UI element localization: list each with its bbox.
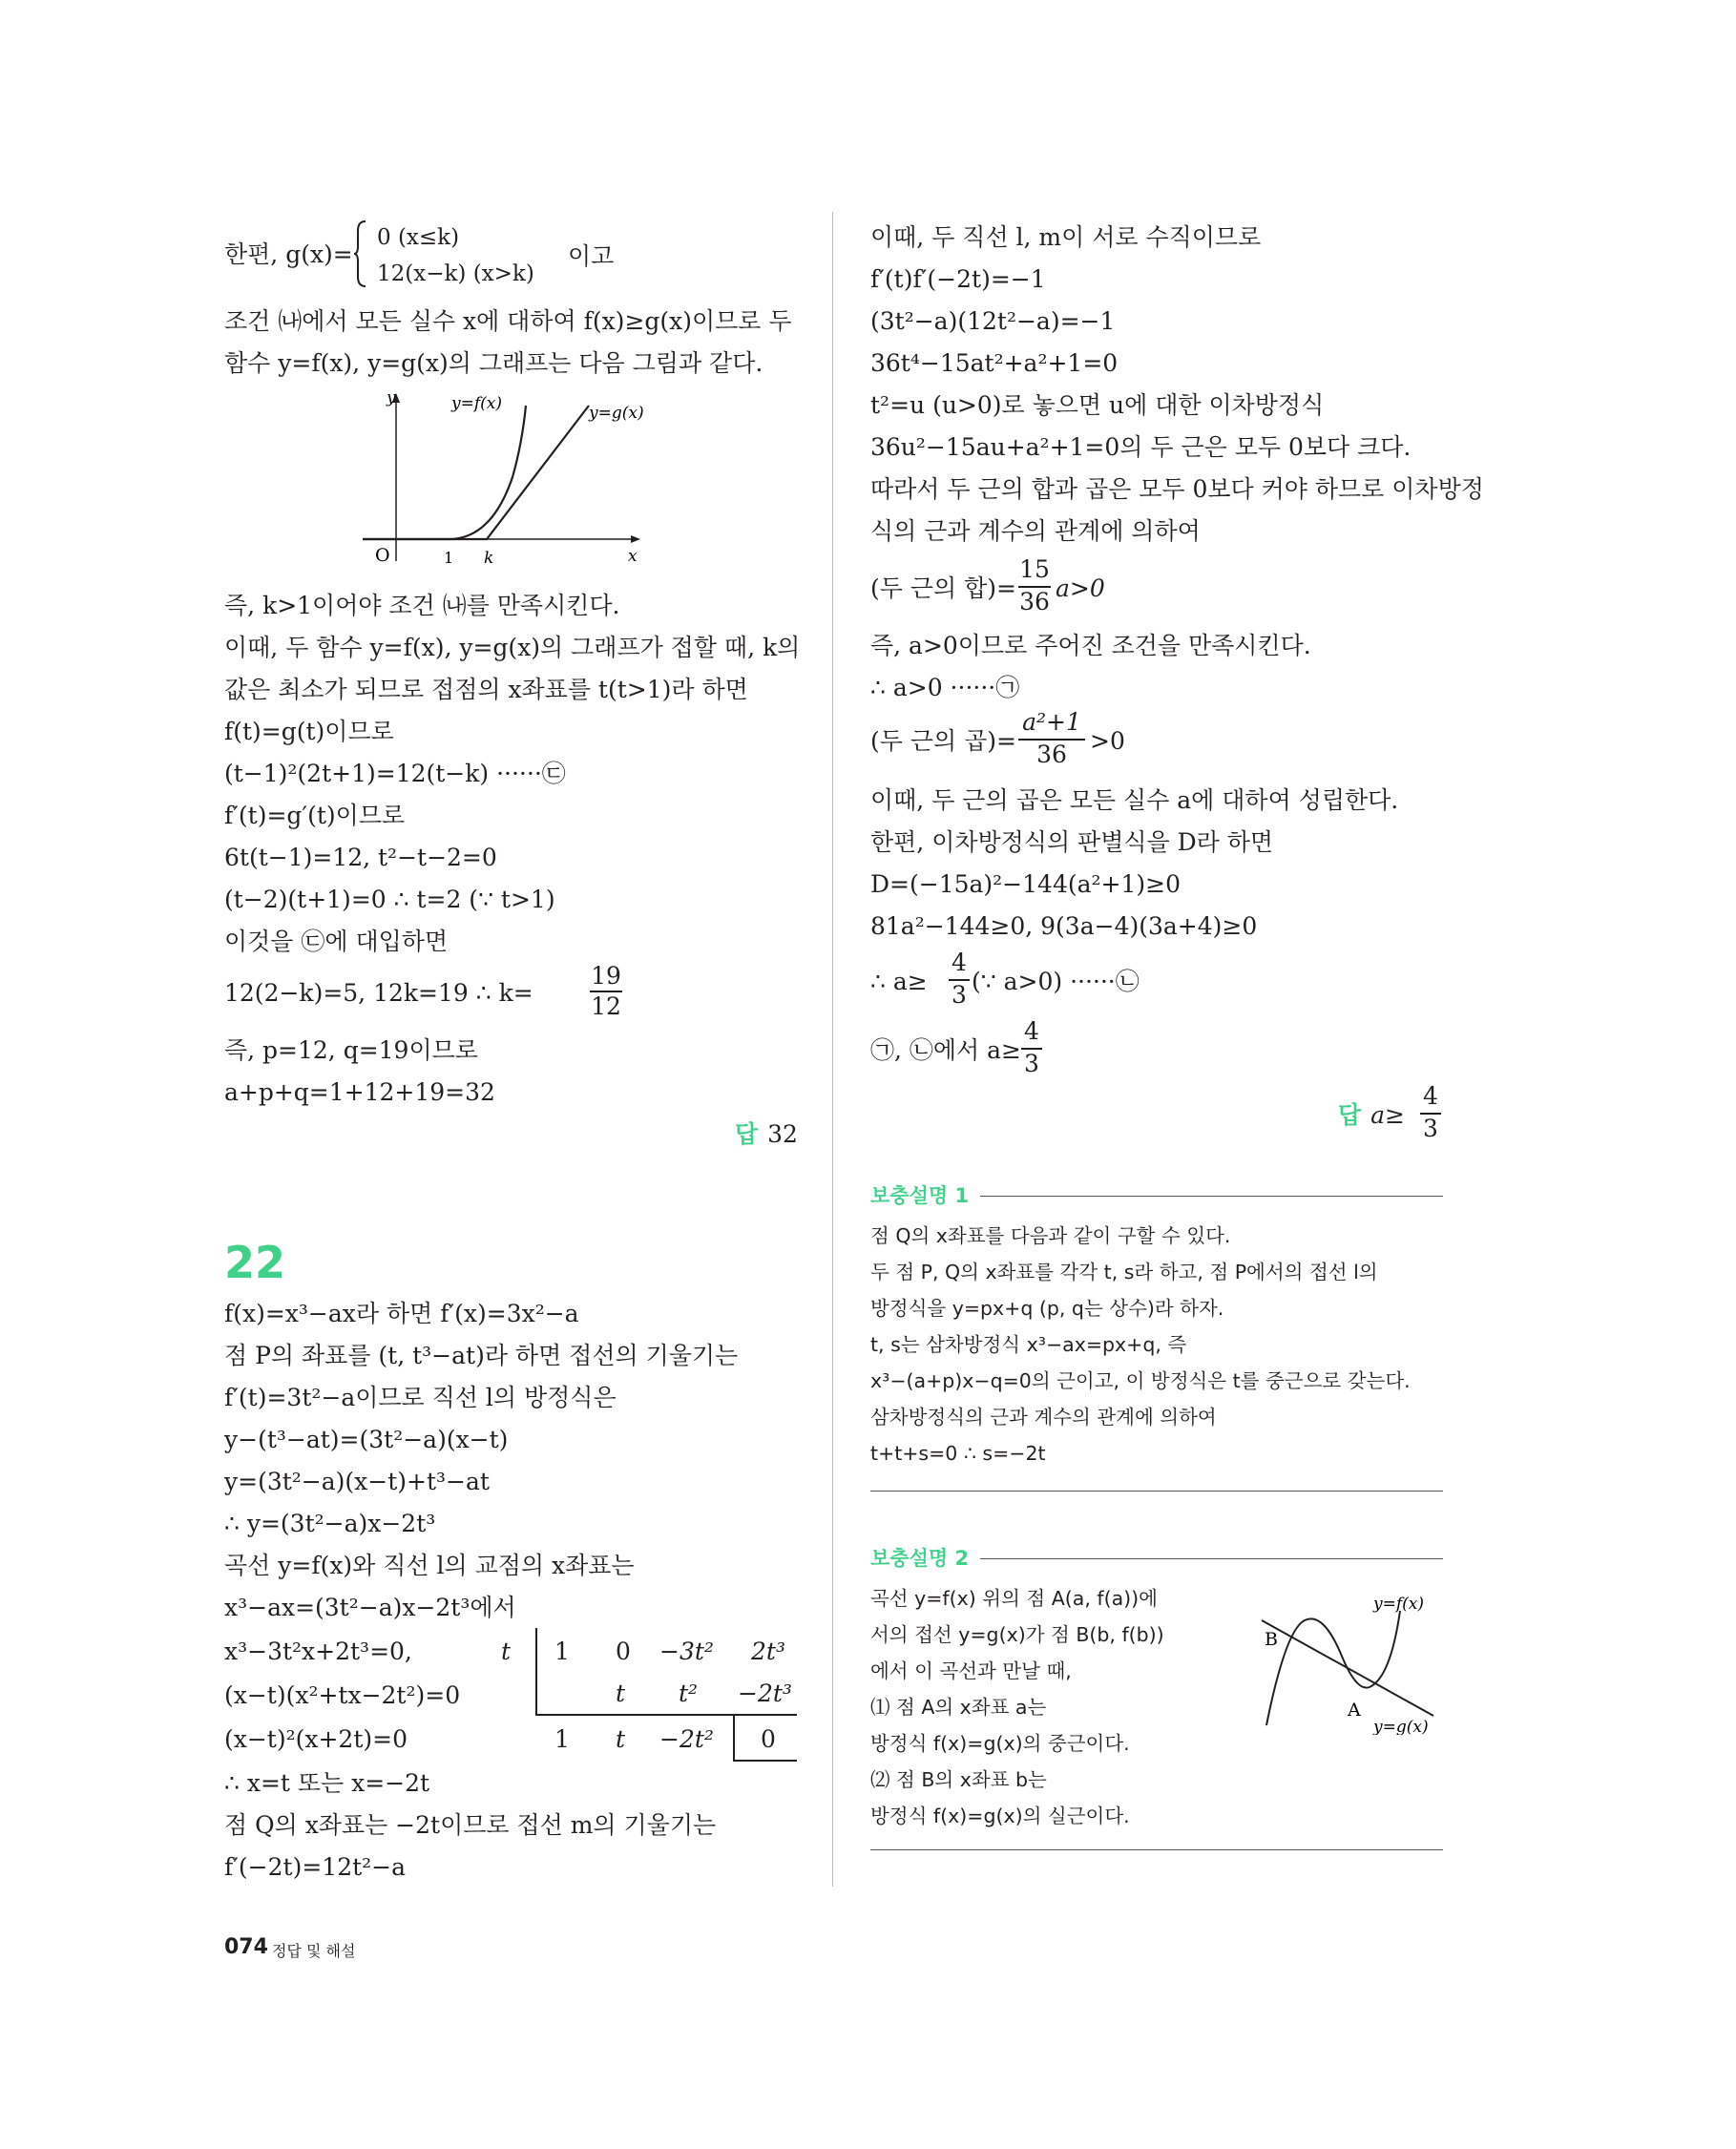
supplement-1-header bbox=[870, 1181, 1443, 1210]
combine-prefix: ㉠, ㉡에서 a≥ bbox=[870, 1036, 1021, 1064]
k-value-text: 12(2−k)=5, 12k=19 ∴ k= bbox=[224, 979, 533, 1007]
supplement-2-title: 보충설명 2 bbox=[870, 1544, 980, 1573]
text-line: f′(t)f′(−2t)=−1 bbox=[870, 265, 1046, 293]
text-line: 조건 ㈏에서 모든 실수 x에 대하여 f(x)≥g(x)이므로 두 bbox=[224, 307, 792, 335]
text-line: y=(3t²−a)(x−t)+t³−at bbox=[224, 1468, 490, 1495]
synth-horizontal-rule bbox=[535, 1714, 797, 1716]
answer-den: 3 bbox=[1423, 1115, 1438, 1142]
text-line: f′(−2t)=12t²−a bbox=[224, 1853, 407, 1881]
supplement-1-title: 보충설명 1 bbox=[870, 1181, 980, 1210]
x-axis-label: x bbox=[628, 547, 638, 566]
synth-cell: 1 bbox=[554, 1638, 570, 1665]
text-line: 이때, 두 함수 y=f(x), y=g(x)의 그래프가 접할 때, k의 bbox=[224, 634, 801, 661]
text-line: ∴ a>0 ······㉠ bbox=[870, 674, 1020, 701]
y-axis-label: y bbox=[387, 391, 396, 407]
supplement-line: 두 점 P, Q의 x좌표를 각각 t, s라 하고, 점 P에서의 접선 l의 bbox=[870, 1261, 1378, 1283]
piecewise-prefix: 한편, g(x)= bbox=[224, 240, 353, 268]
synth-cell: 0 bbox=[761, 1725, 776, 1753]
piecewise-line bbox=[224, 239, 353, 271]
ineq-den: 3 bbox=[952, 981, 967, 1009]
ineq-suffix: (∵ a>0) ······㉡ bbox=[972, 968, 1140, 995]
text-line: 이것을 ㉢에 대입하면 bbox=[224, 928, 449, 955]
text-line: 36t⁴−15at²+a²+1=0 bbox=[870, 349, 1119, 377]
g-line-label: y=g(x) bbox=[1373, 1718, 1429, 1735]
text-line: 따라서 두 근의 합과 곱은 모두 0보다 커야 하므로 이차방정 bbox=[870, 475, 1484, 503]
k-label: k bbox=[484, 549, 494, 568]
supplement-line: 곡선 y=f(x) 위의 점 A(a, f(a))에 bbox=[870, 1587, 1158, 1610]
page-number: 074 bbox=[224, 1935, 268, 1959]
synth-remainder-rule-v bbox=[733, 1714, 735, 1760]
supplement-line: 삼차방정식의 근과 계수의 관계에 의하여 bbox=[870, 1406, 1217, 1429]
answer-tag: 답 bbox=[735, 1120, 759, 1148]
text-line: 즉, k>1이어야 조건 ㈏를 만족시킨다. bbox=[224, 592, 620, 619]
supplement-line: ⑴ 점 A의 x좌표 a는 bbox=[870, 1696, 1047, 1719]
synth-cell: −2t³ bbox=[738, 1680, 792, 1707]
supplement-line: t, s는 삼차방정식 x³−ax=px+q, 즉 bbox=[870, 1333, 1187, 1356]
supplement-line: 방정식을 y=px+q (p, q는 상수)라 하자. bbox=[870, 1297, 1224, 1320]
prod-num: a²+1 bbox=[1022, 708, 1081, 736]
text-line: 36u²−15au+a²+1=0의 두 근은 모두 0보다 크다. bbox=[870, 433, 1412, 461]
text-line: 곡선 y=f(x)와 직선 l의 교점의 x좌표는 bbox=[224, 1552, 635, 1579]
prod-suffix: >0 bbox=[1090, 727, 1125, 755]
ineq-num: 4 bbox=[952, 949, 967, 976]
text-line: (3t²−a)(12t²−a)=−1 bbox=[870, 307, 1116, 335]
text-line: f′(t)=3t²−a이므로 직선 l의 방정식은 bbox=[224, 1384, 617, 1411]
supplement-line: t+t+s=0 ∴ s=−2t bbox=[870, 1442, 1046, 1465]
synth-vertical-rule bbox=[535, 1628, 537, 1714]
f-label: y=f(x) bbox=[451, 394, 502, 413]
origin-label: O bbox=[375, 545, 390, 566]
text-line: 이때, 두 근의 곱은 모든 실수 a에 대하여 성립한다. bbox=[870, 786, 1399, 814]
text-line: a+p+q=1+12+19=32 bbox=[224, 1078, 495, 1106]
supplement-2-header bbox=[870, 1544, 1443, 1573]
text-line: 점 Q의 x좌표는 −2t이므로 접선 m의 기울기는 bbox=[224, 1811, 717, 1839]
answer-tag: 답 bbox=[1338, 1101, 1362, 1129]
point-a-label: A bbox=[1348, 1700, 1361, 1721]
piecewise-top: 0 (x≤k) bbox=[377, 225, 460, 250]
supplement-line: ⑵ 점 B의 x좌표 b는 bbox=[870, 1768, 1047, 1791]
text-line: 함수 y=f(x), y=g(x)의 그래프는 다음 그림과 같다. bbox=[224, 349, 763, 377]
f-curve-label: y=f(x) bbox=[1373, 1595, 1424, 1614]
text-line: ∴ x=t 또는 x=−2t bbox=[224, 1769, 430, 1797]
synth-cell: t² bbox=[679, 1680, 699, 1707]
text-line: x³−3t²x+2t³=0, bbox=[224, 1638, 412, 1665]
supplement-line: 서의 접선 y=g(x)가 점 B(b, f(b)) bbox=[870, 1623, 1164, 1646]
sum-den: 36 bbox=[1019, 588, 1050, 615]
k-fraction-num: 19 bbox=[591, 962, 621, 990]
text-line: x³−ax=(3t²−a)x−2t³에서 bbox=[224, 1594, 516, 1621]
text-line: (t−1)²(2t+1)=12(t−k) ······㉢ bbox=[224, 760, 566, 787]
sum-prefix: (두 근의 합)= bbox=[870, 574, 1016, 602]
synthetic-division bbox=[501, 1628, 797, 1762]
prod-den: 36 bbox=[1036, 741, 1067, 768]
answer-prefix: a≥ bbox=[1370, 1101, 1406, 1129]
text-line: 즉, a>0이므로 주어진 조건을 만족시킨다. bbox=[870, 632, 1311, 659]
k-value-line bbox=[224, 977, 533, 1010]
sum-suffix: a>0 bbox=[1056, 574, 1105, 602]
supplement-line: 점 Q의 x좌표를 다음과 같이 구할 수 있다. bbox=[870, 1224, 1231, 1247]
text-line: (x−t)²(x+2t)=0 bbox=[224, 1725, 408, 1753]
supplement-line: 에서 이 곡선과 만날 때, bbox=[870, 1659, 1072, 1682]
synth-cell: t bbox=[616, 1725, 626, 1753]
answer-num: 4 bbox=[1423, 1082, 1438, 1110]
point-b-label: B bbox=[1265, 1629, 1278, 1650]
synth-remainder-rule-h bbox=[733, 1760, 797, 1762]
text-line: 한편, 이차방정식의 판별식을 D라 하면 bbox=[870, 828, 1274, 856]
section-label: 정답 및 해설 bbox=[272, 1942, 356, 1960]
synth-divisor: t bbox=[501, 1638, 512, 1665]
text-line: t²=u (u>0)로 놓으면 u에 대한 이차방정식 bbox=[870, 391, 1325, 419]
text-line: 이때, 두 직선 l, m이 서로 수직이므로 bbox=[870, 223, 1262, 251]
piecewise-bottom: 12(x−k) (x>k) bbox=[377, 261, 534, 286]
answer-value: 32 bbox=[767, 1120, 798, 1148]
text-line: 즉, p=12, q=19이므로 bbox=[224, 1036, 478, 1064]
text-line: f′(t)=g′(t)이므로 bbox=[224, 802, 406, 829]
supplement-line: x³−(a+p)x−q=0의 근이고, 이 방정식은 t를 중근으로 갖는다. bbox=[870, 1369, 1411, 1392]
supplement-2-bottom-rule bbox=[870, 1849, 1443, 1850]
one-label: 1 bbox=[444, 549, 454, 567]
text-line: 값은 최소가 되므로 접점의 x좌표를 t(t>1)라 하면 bbox=[224, 676, 748, 703]
combine-den: 3 bbox=[1024, 1050, 1039, 1077]
synth-cell: −3t² bbox=[659, 1638, 714, 1665]
text-line: 81a²−144≥0, 9(3a−4)(3a+4)≥0 bbox=[870, 912, 1258, 940]
tangent-graph bbox=[1257, 1582, 1443, 1735]
graph-f-g bbox=[358, 391, 644, 573]
prod-prefix: (두 근의 곱)= bbox=[870, 727, 1016, 755]
synth-cell: −2t² bbox=[659, 1725, 714, 1753]
synth-cell: 0 bbox=[616, 1638, 631, 1665]
text-line: 점 P의 좌표를 (t, t³−at)라 하면 접선의 기울기는 bbox=[224, 1342, 739, 1369]
supplement-line: 방정식 f(x)=g(x)의 중근이다. bbox=[870, 1732, 1130, 1755]
text-line: y−(t³−at)=(3t²−a)(x−t) bbox=[224, 1426, 509, 1453]
piecewise-brace bbox=[354, 219, 367, 288]
ineq-prefix: ∴ a≥ bbox=[870, 968, 928, 995]
text-line: 6t(t−1)=12, t²−t−2=0 bbox=[224, 844, 497, 871]
supplement-1-bottom-rule bbox=[870, 1491, 1443, 1492]
combine-num: 4 bbox=[1024, 1017, 1039, 1045]
text-line: f(t)=g(t)이므로 bbox=[224, 718, 394, 745]
text-line: (t−2)(t+1)=0 ∴ t=2 (∵ t>1) bbox=[224, 886, 555, 913]
supplement-line: 방정식 f(x)=g(x)의 실근이다. bbox=[870, 1805, 1130, 1827]
answer-21 bbox=[735, 1118, 798, 1151]
synth-cell: t bbox=[616, 1680, 626, 1707]
synth-cell: 2t³ bbox=[751, 1638, 785, 1665]
k-fraction-den: 12 bbox=[591, 992, 621, 1020]
answer-22 bbox=[1338, 1099, 1405, 1132]
text-line: (x−t)(x²+tx−2t²)=0 bbox=[224, 1681, 461, 1709]
synth-cell: 1 bbox=[554, 1725, 570, 1753]
sum-num: 15 bbox=[1019, 555, 1050, 583]
piecewise-suffix: 이고 bbox=[568, 242, 615, 270]
text-line: f(x)=x³−ax라 하면 f′(x)=3x²−a bbox=[224, 1300, 579, 1327]
problem-number: 22 bbox=[224, 1237, 286, 1288]
text-line: ∴ y=(3t²−a)x−2t³ bbox=[224, 1510, 436, 1537]
text-line: D=(−15a)²−144(a²+1)≥0 bbox=[870, 870, 1181, 898]
text-line: 식의 근과 계수의 관계에 의하여 bbox=[870, 517, 1201, 545]
g-label: y=g(x) bbox=[589, 404, 644, 423]
column-divider bbox=[832, 212, 833, 1887]
